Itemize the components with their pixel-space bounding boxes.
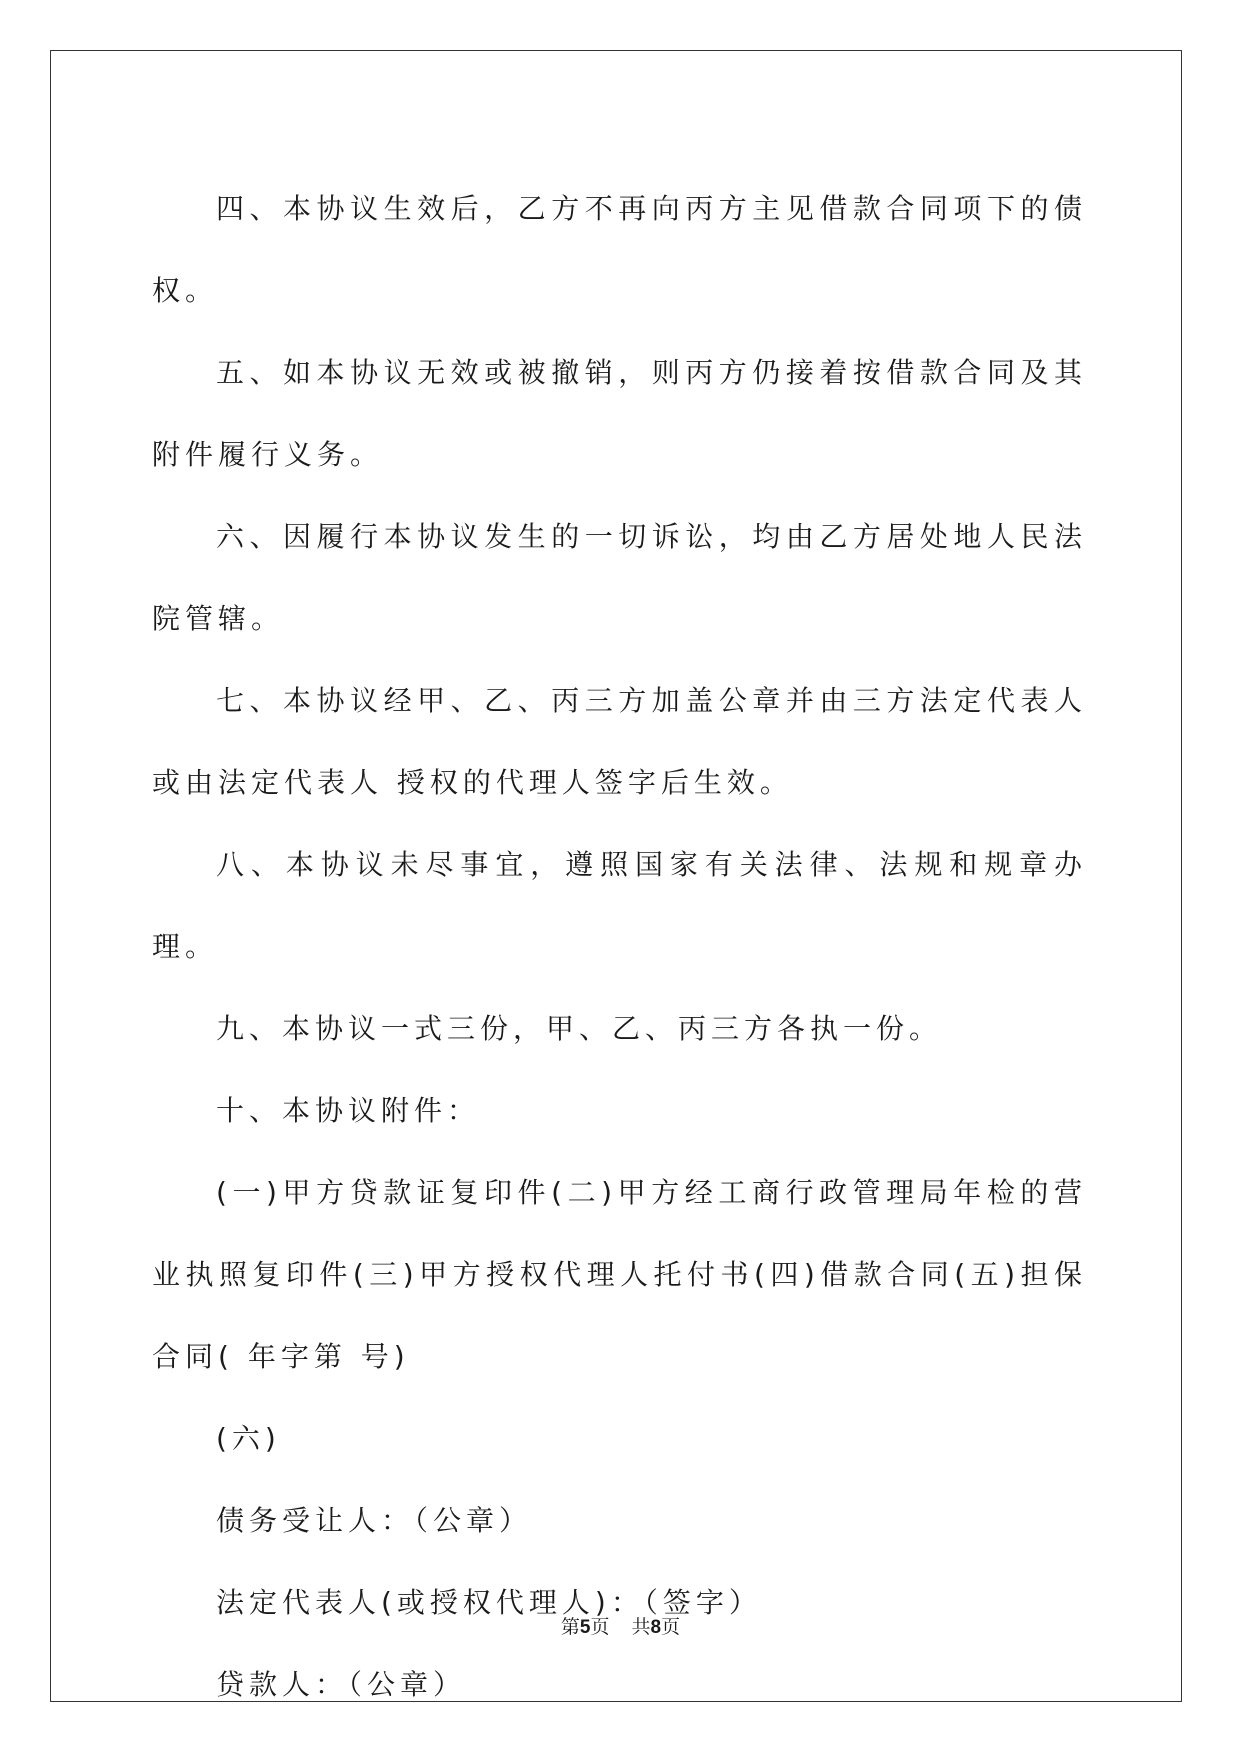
footer-page-number: 5 (579, 1617, 591, 1638)
paragraph-clause-9: 九、本协议一式三份，甲、乙、丙三方各执一份。 (216, 1012, 943, 1045)
footer-total-prefix: 共 (631, 1616, 651, 1638)
footer-page-unit: 页 (590, 1616, 610, 1638)
page-footer (0, 1612, 1241, 1639)
footer-page-prefix: 第 (560, 1616, 580, 1638)
signature-legal-representative: 法定代表人(或授权代理人)：（签字） (216, 1586, 762, 1619)
paragraph-clause-5: 五、如本协议无效或被撤销，则丙方仍接着按借款合同及其附件履行义务。 (152, 356, 1087, 471)
document-body (152, 168, 1087, 1726)
paragraph-clause-7: 七、本协议经甲、乙、丙三方加盖公章并由三方法定代表人或由法定代表人 授权的代理人签字后生效。 (152, 684, 1087, 799)
paragraph-clause-6: 六、因履行本协议发生的一切诉讼，均由乙方居处地人民法院管辖。 (152, 520, 1087, 635)
paragraph-clause-10: 十、本协议附件： (216, 1094, 481, 1127)
footer-total-unit: 页 (661, 1616, 681, 1638)
paragraph-clause-8: 八、本协议未尽事宜，遵照国家有关法律、法规和规章办理。 (152, 848, 1087, 963)
footer-total-pages: 8 (650, 1617, 662, 1638)
paragraph-clause-4: 四、本协议生效后，乙方不再向丙方主见借款合同项下的债权。 (152, 192, 1087, 307)
paragraph-attachment-6: (六) (216, 1422, 281, 1455)
signature-lender: 贷款人：（公章） (216, 1668, 467, 1701)
paragraph-attachments-list: (一)甲方贷款证复印件(二)甲方经工商行政管理局年检的营业执照复印件(三)甲方授权代理人托付书(四)借款合同(五)担保合同( 年字第 号) (152, 1176, 1087, 1373)
signature-debt-assignee: 债务受让人：（公章） (216, 1504, 533, 1537)
